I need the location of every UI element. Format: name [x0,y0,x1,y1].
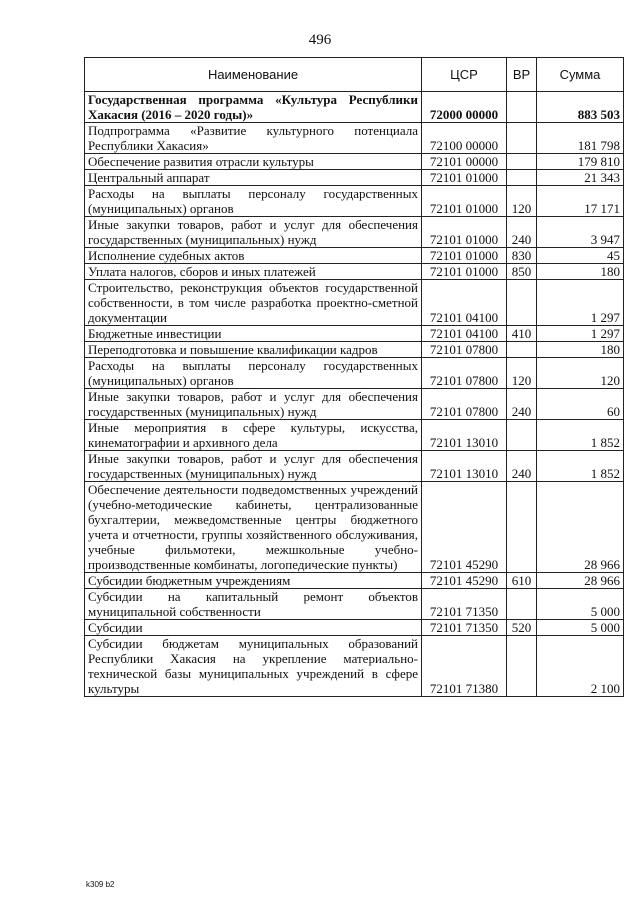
row-csr: 72101 01000 [422,264,507,280]
row-vr [507,636,537,697]
table-row [85,573,624,589]
row-sum: 1 852 [537,420,624,451]
row-sum: 3 947 [537,217,624,248]
row-sum: 180 [537,264,624,280]
row-csr: 72101 01000 [422,170,507,186]
row-name: Расходы на выплаты персоналу государственных (муниципальных) органов [85,358,422,389]
row-name: Обеспечение развития отрасли культуры [85,154,422,170]
row-csr: 72100 00000 [422,123,507,154]
row-sum: 1 297 [537,326,624,342]
row-vr [507,342,537,358]
row-name: Бюджетные инвестиции [85,326,422,342]
row-sum: 60 [537,389,624,420]
row-csr: 72101 13010 [422,420,507,451]
table-row [85,264,624,280]
table-header-row [85,58,624,92]
row-csr: 72101 45290 [422,482,507,573]
row-csr: 72101 01000 [422,217,507,248]
table-row [85,280,624,326]
row-sum: 21 343 [537,170,624,186]
row-name: Уплата налогов, сборов и иных платежей [85,264,422,280]
row-name: Расходы на выплаты персоналу государственных (муниципальных) органов [85,186,422,217]
row-vr: 850 [507,264,537,280]
table-row [85,123,624,154]
footer-stamp: k309 b2 [86,880,115,889]
row-csr: 72101 04100 [422,280,507,326]
row-vr [507,420,537,451]
row-csr: 72101 71380 [422,636,507,697]
table-row [85,420,624,451]
row-name: Государственная программа «Культура Республики Хакасия (2016 – 2020 годы)» [85,92,422,123]
table-row [85,589,624,620]
table-row [85,326,624,342]
row-vr [507,92,537,123]
row-name: Исполнение судебных актов [85,248,422,264]
row-csr: 72101 07800 [422,389,507,420]
table-row [85,217,624,248]
row-sum: 17 171 [537,186,624,217]
row-vr [507,123,537,154]
table-row [85,154,624,170]
table-row [85,620,624,636]
row-csr: 72101 01000 [422,186,507,217]
row-sum: 181 798 [537,123,624,154]
row-vr: 610 [507,573,537,589]
row-vr: 120 [507,186,537,217]
table-row [85,342,624,358]
row-name: Центральный аппарат [85,170,422,186]
header-sum: Сумма [537,58,624,92]
table-row [85,92,624,123]
row-vr: 240 [507,451,537,482]
table-row [85,451,624,482]
row-vr: 240 [507,389,537,420]
page-number: 496 [308,32,332,48]
row-vr: 830 [507,248,537,264]
row-csr: 72101 00000 [422,154,507,170]
row-name: Субсидии [85,620,422,636]
table-row [85,636,624,697]
row-vr: 120 [507,358,537,389]
table-row [85,248,624,264]
row-vr [507,154,537,170]
row-vr [507,170,537,186]
row-csr: 72101 04100 [422,326,507,342]
row-name: Субсидии бюджетным учреждениям [85,573,422,589]
row-name: Иные мероприятия в сфере культуры, искусства, кинематографии и архивного дела [85,420,422,451]
table-row [85,186,624,217]
budget-table [84,57,624,697]
table-row [85,358,624,389]
row-vr [507,280,537,326]
row-sum: 1 852 [537,451,624,482]
row-sum: 180 [537,342,624,358]
row-name: Обеспечение деятельности подведомственных учреждений (учебно-методические кабинеты, централизованные бухгалтерии, межведомственные центры бюджетного учета и отчетности, группы хозяйственного обслуживания, учебные фильмотеки, межшкольные учебно-производственные комбинаты, логопедические пункты) [85,482,422,573]
row-csr: 72000 00000 [422,92,507,123]
row-name: Строительство, реконструкция объектов государственной собственности, в том числе разработка проектно-сметной документации [85,280,422,326]
row-sum: 5 000 [537,589,624,620]
table-row [85,389,624,420]
row-name: Иные закупки товаров, работ и услуг для обеспечения государственных (муниципальных) нужд [85,451,422,482]
row-sum: 28 966 [537,482,624,573]
row-sum: 883 503 [537,92,624,123]
header-name: Наименование [85,58,422,92]
row-sum: 2 100 [537,636,624,697]
row-vr: 520 [507,620,537,636]
header-csr: ЦСР [422,58,507,92]
row-vr [507,589,537,620]
header-vr: ВР [507,58,537,92]
row-name: Субсидии бюджетам муниципальных образований Республики Хакасия на укрепление материально-технической базы муниципальных учреждений в сфере культуры [85,636,422,697]
table-body [85,92,624,697]
row-sum: 1 297 [537,280,624,326]
row-sum: 179 810 [537,154,624,170]
row-sum: 28 966 [537,573,624,589]
row-sum: 45 [537,248,624,264]
row-name: Иные закупки товаров, работ и услуг для обеспечения государственных (муниципальных) нужд [85,389,422,420]
row-csr: 72101 07800 [422,358,507,389]
row-name: Иные закупки товаров, работ и услуг для обеспечения государственных (муниципальных) нужд [85,217,422,248]
row-name: Субсидии на капитальный ремонт объектов муниципальной собственности [85,589,422,620]
row-csr: 72101 71350 [422,620,507,636]
row-vr: 410 [507,326,537,342]
table-row [85,482,624,573]
row-name: Переподготовка и повышение квалификации кадров [85,342,422,358]
row-csr: 72101 01000 [422,248,507,264]
row-sum: 120 [537,358,624,389]
table-row [85,170,624,186]
row-csr: 72101 07800 [422,342,507,358]
row-vr [507,482,537,573]
row-csr: 72101 45290 [422,573,507,589]
row-csr: 72101 13010 [422,451,507,482]
row-sum: 5 000 [537,620,624,636]
row-name: Подпрограмма «Развитие культурного потенциала Республики Хакасия» [85,123,422,154]
row-vr: 240 [507,217,537,248]
row-csr: 72101 71350 [422,589,507,620]
